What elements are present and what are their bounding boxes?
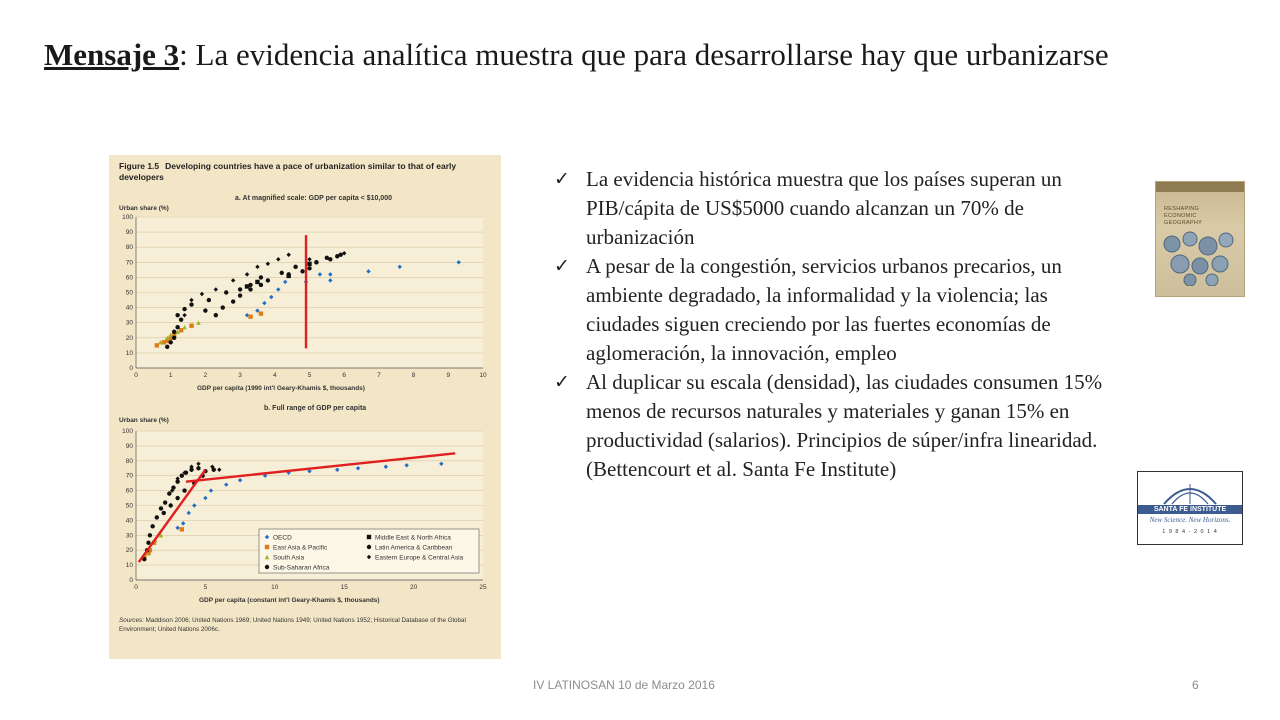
data-point	[255, 280, 259, 284]
x-tick-label: 10	[271, 584, 279, 591]
data-point	[180, 527, 184, 531]
data-point	[259, 275, 263, 279]
sfi-tagline-lettering: New Science. New Horizons.	[1149, 516, 1231, 524]
x-tick-label: 15	[340, 584, 348, 591]
data-point	[169, 340, 173, 344]
sfi-years-lettering: 1 9 8 4 - 2 0 1 4	[1162, 529, 1218, 535]
data-point	[179, 317, 183, 321]
sfi-name-lettering: SANTA FE INSTITUTE	[1138, 505, 1242, 514]
y-tick-label: 10	[125, 349, 133, 357]
legend-label: OECD	[273, 534, 292, 542]
figure-sources	[119, 616, 491, 634]
data-point	[155, 343, 159, 347]
panel-a-xlabel: GDP per capita (1990 int'l Geary-Khamis $, thousands)	[197, 385, 365, 392]
y-tick-label: 100	[122, 428, 133, 435]
legend-marker	[367, 545, 371, 549]
figure-charts	[109, 155, 501, 659]
legend-marker	[265, 545, 269, 549]
bullet-list	[552, 165, 1112, 484]
data-point	[325, 256, 329, 260]
x-tick-label: 9	[446, 372, 451, 379]
y-tick-label: 40	[125, 304, 133, 312]
data-point	[167, 491, 171, 495]
data-point	[182, 307, 186, 311]
data-point	[189, 324, 193, 328]
bullet-text: Al duplicar su escala (densidad), las ciudades consumen 15% menos de recursos naturales y materiales y ganan 15% en productividad (salarios). Principios de súper/infra linearidad. (Bettencourt et al. Santa Fe Institute)	[586, 370, 1103, 481]
x-tick-label: 0	[134, 372, 138, 379]
legend-label: Eastern Europe & Central Asia	[375, 554, 464, 562]
data-point	[221, 305, 225, 309]
sources-label: Sources:	[119, 617, 144, 624]
x-tick-label: 7	[377, 372, 381, 379]
legend-label: East Asia & Pacific	[273, 544, 328, 552]
data-point	[314, 260, 318, 264]
data-point	[182, 488, 186, 492]
data-point	[207, 298, 211, 302]
book-cover-image	[1155, 181, 1245, 297]
y-tick-label: 80	[125, 244, 133, 252]
data-point	[163, 500, 167, 504]
data-point	[148, 533, 152, 537]
data-point	[150, 524, 154, 528]
check-icon: ✓	[554, 255, 570, 277]
data-point	[266, 278, 270, 282]
data-point	[175, 496, 179, 500]
data-point	[172, 330, 176, 334]
x-tick-label: 5	[203, 584, 208, 591]
data-point	[159, 506, 163, 510]
bullet-item	[552, 252, 1112, 368]
data-point	[175, 313, 179, 317]
y-tick-label: 100	[122, 214, 133, 221]
data-point	[280, 271, 284, 275]
data-point	[146, 541, 150, 545]
check-icon: ✓	[554, 371, 570, 393]
data-point	[259, 311, 263, 315]
x-tick-label: 5	[307, 372, 312, 379]
data-point	[231, 299, 235, 303]
x-tick-label: 20	[409, 584, 418, 591]
legend-label: Middle East & North Africa	[375, 534, 451, 542]
y-tick-label: 70	[125, 472, 133, 480]
figure-number: Figure 1.5	[119, 161, 160, 171]
panel-a-title: a. At magnified scale: GDP per capita < $10,000	[235, 195, 392, 202]
y-tick-label: 50	[125, 289, 133, 297]
data-point	[203, 308, 207, 312]
data-point	[155, 515, 159, 519]
x-tick-label: 25	[479, 584, 487, 591]
legend-label: Latin America & Caribbean	[375, 544, 453, 552]
x-tick-label: 10	[479, 372, 487, 379]
legend-label: Sub-Saharan Africa	[273, 564, 330, 572]
y-tick-label: 10	[125, 562, 133, 570]
bullet-text: A pesar de la congestión, servicios urbanos precarios, un ambiente degradado, la informalidad y la violencia; las ciudades siguen creciendo por las fuertes economías de aglomeración, la innovación, empleo	[586, 254, 1062, 365]
y-tick-label: 60	[125, 274, 133, 282]
data-point	[179, 328, 183, 332]
panel-b-title: b. Full range of GDP per capita	[264, 405, 367, 412]
data-point	[307, 266, 311, 270]
title-rest: : La evidencia analítica muestra que para desarrollarse hay que urbanizarse	[179, 37, 1109, 72]
data-point	[175, 325, 179, 329]
data-point	[165, 345, 169, 349]
data-point	[224, 290, 228, 294]
y-tick-label: 50	[125, 502, 133, 510]
x-tick-label: 4	[272, 372, 277, 379]
legend-label: South Asia	[273, 554, 305, 562]
sfi-arc-graphic	[1160, 478, 1220, 506]
data-point	[286, 274, 290, 278]
data-point	[196, 466, 200, 470]
data-point	[238, 293, 242, 297]
page-number: 6	[1192, 678, 1199, 692]
slide-footer: IV LATINOSAN 10 de Marzo 2016	[533, 678, 715, 692]
bullet-item	[552, 368, 1112, 484]
data-point	[248, 283, 252, 287]
slide-title	[44, 34, 1244, 76]
figure-image	[109, 155, 501, 659]
panel-b-xlabel: GDP per capita (constant int'l Geary-Khamis $, thousands)	[199, 597, 380, 604]
data-point	[189, 302, 193, 306]
data-point	[214, 313, 218, 317]
x-tick-label: 1	[168, 372, 173, 379]
x-tick-label: 6	[342, 372, 347, 379]
globes-graphic	[1160, 230, 1240, 286]
y-tick-label: 90	[125, 442, 133, 450]
bullet-item	[552, 165, 1112, 252]
legend-marker	[367, 535, 371, 539]
data-point	[300, 269, 304, 273]
book-top-band	[1156, 182, 1244, 192]
data-point	[248, 314, 252, 318]
y-tick-label: 0	[129, 365, 133, 372]
panel-a-ylabel: Urban share (%)	[119, 205, 169, 212]
x-tick-label: 3	[238, 372, 242, 379]
data-point	[307, 262, 311, 266]
data-point	[293, 265, 297, 269]
data-point	[172, 336, 176, 340]
x-tick-label: 8	[411, 372, 416, 379]
x-tick-label: 0	[134, 584, 138, 591]
data-point	[162, 511, 166, 515]
data-point	[180, 474, 184, 478]
panel-b-ylabel: Urban share (%)	[119, 417, 169, 424]
y-tick-label: 40	[125, 517, 133, 525]
y-tick-label: 70	[125, 259, 133, 267]
figure-caption-text: Developing countries have a pace of urbanization similar to that of early developers	[119, 161, 457, 182]
y-tick-label: 90	[125, 229, 133, 237]
y-tick-label: 80	[125, 457, 133, 465]
y-tick-label: 30	[125, 319, 133, 327]
data-point	[238, 287, 242, 291]
legend-marker	[265, 565, 269, 569]
data-point	[169, 503, 173, 507]
x-tick-label: 2	[203, 372, 208, 379]
y-tick-label: 0	[129, 577, 133, 584]
check-icon: ✓	[554, 168, 570, 190]
bullet-text: La evidencia histórica muestra que los países superan un PIB/cápita de US$5000 cuando alcanzan un 70% de urbanización	[586, 167, 1062, 249]
y-tick-label: 20	[125, 334, 133, 342]
santa-fe-institute-logo	[1137, 471, 1243, 545]
y-tick-label: 60	[125, 487, 133, 495]
y-tick-label: 30	[125, 532, 133, 540]
y-tick-label: 20	[125, 547, 133, 555]
book-title-lettering: RESHAPING ECONOMIC GEOGRAPHY	[1164, 206, 1203, 226]
sources-text: Maddison 2006; United Nations 1969; United Nations 1949; United Nations 1952; Historical Database of the Global Environment; United Nations 2006c.	[119, 617, 466, 633]
title-lead: Mensaje 3	[44, 37, 180, 72]
